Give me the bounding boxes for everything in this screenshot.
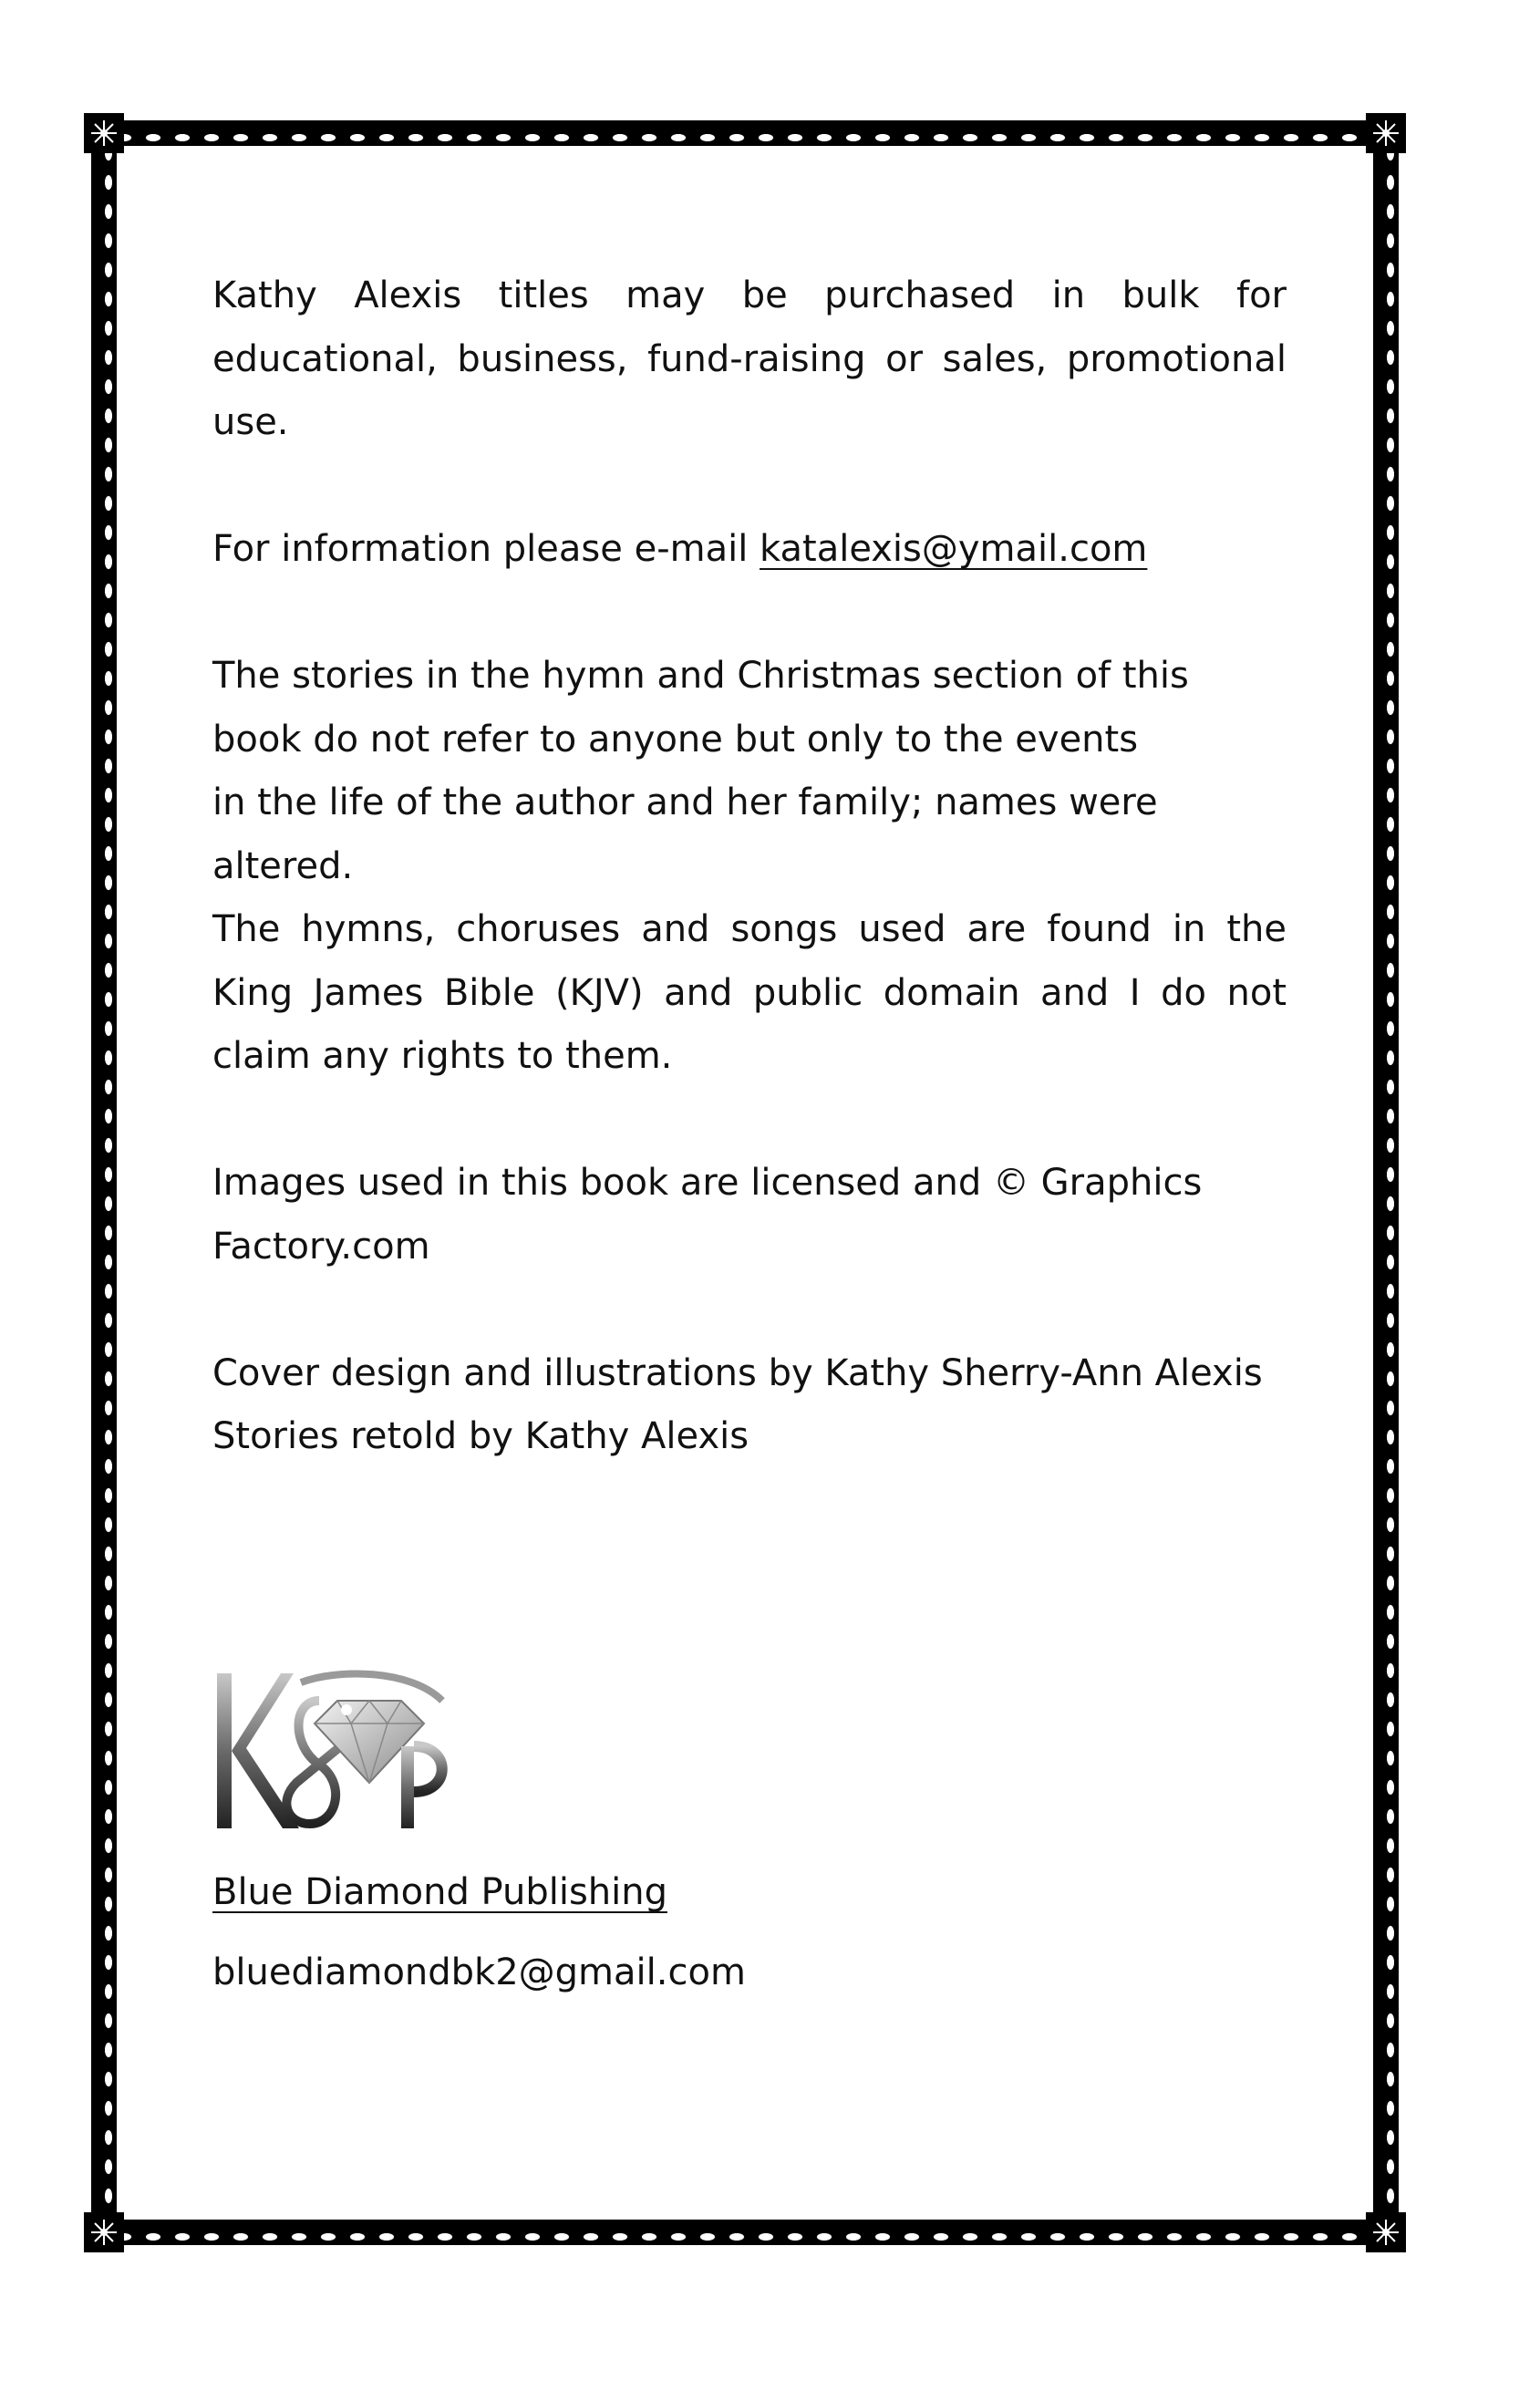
diamond-logo-icon	[210, 1664, 456, 1837]
publisher-email: bluediamondbk2@gmail.com	[212, 1951, 746, 1993]
corner-ornament-icon	[1366, 2212, 1406, 2252]
border-bottom	[109, 2220, 1380, 2245]
author-email-link[interactable]: katalexis@ymail.com	[760, 528, 1148, 570]
contact-paragraph	[212, 518, 1287, 582]
hymns-paragraph: The hymns, choruses and songs used are found in the King James Bible (KJV) and public domain and I do not claim any rights to them.	[212, 908, 1287, 1077]
copyright-text	[212, 264, 1287, 1469]
border-right	[1373, 139, 1399, 2227]
stories-line: in the life of the author and her family; names were	[212, 781, 1158, 823]
credits-line: Cover design and illustrations by Kathy Sherry-Ann Alexis	[212, 1351, 1263, 1394]
contact-prefix: For information please e-mail	[212, 528, 760, 570]
bulk-purchase-paragraph: Kathy Alexis titles may be purchased in bulk for educational, business, fund-raising or sales, promotional use.	[212, 274, 1287, 443]
stories-line: The stories in the hymn and Christmas section of this	[212, 655, 1189, 697]
credits-line: Stories retold by Kathy Alexis	[212, 1415, 749, 1457]
corner-ornament-icon	[84, 113, 124, 153]
border-left	[91, 139, 117, 2227]
border-top	[109, 120, 1380, 146]
images-line: Factory.com	[212, 1225, 430, 1268]
stories-line: book do not refer to anyone but only to the events	[212, 718, 1139, 761]
corner-ornament-icon	[84, 2212, 124, 2252]
images-line: Images used in this book are licensed and © Graphics	[212, 1162, 1203, 1204]
publisher-name-link[interactable]: Blue Diamond Publishing	[212, 1871, 667, 1913]
stories-line: altered.	[212, 844, 354, 887]
publisher-logo	[210, 1664, 456, 1837]
corner-ornament-icon	[1366, 113, 1406, 153]
